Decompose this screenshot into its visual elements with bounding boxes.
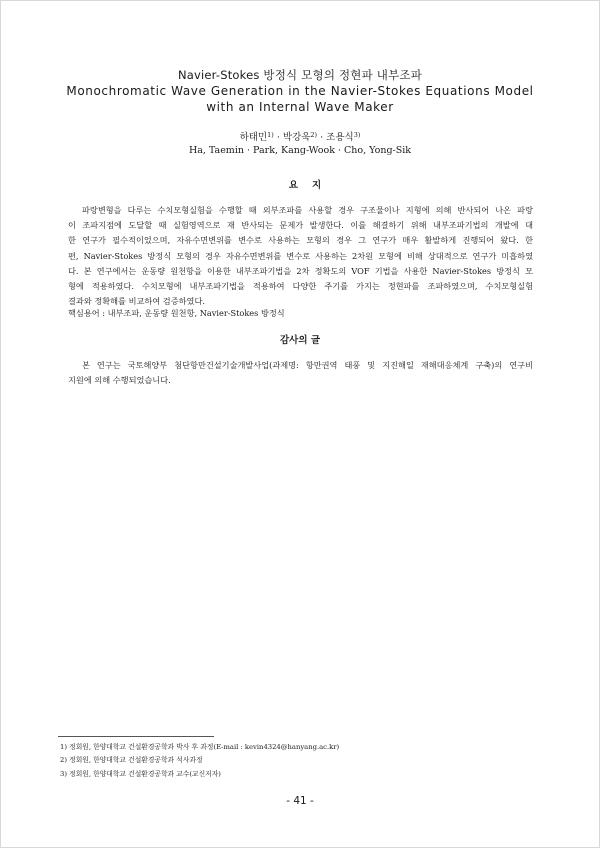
acknowledgement-body: [68, 358, 533, 388]
authors-english: Ha, Taemin · Park, Kang-Wook · Cho, Yong-Sik: [188, 145, 412, 156]
abstract-heading: 요지: [288, 180, 336, 191]
abstract-line: 편, Navier-Stokes 방정식 모형의 경우 자유수면변위를 변수로 사용하는 2차원 모형에 비해 상대적으로 연구가 미흡하였: [68, 250, 533, 261]
abstract-line: 다. 본 연구에서는 운동량 원천항을 이용한 내부조파기법을 2차 정확도의 VOF 기법을 사용한 Navier-Stokes 방정식 모: [68, 265, 533, 276]
keywords: 핵심용어 : 내부조파, 운동량 원천항, Navier-Stokes 방정식: [68, 308, 285, 318]
author-mark: 2): [310, 131, 318, 139]
footnote-divider: [58, 736, 214, 737]
author-name: 박강욱: [282, 132, 311, 143]
footnote: 1) 정회원, 한양대학교 건설환경공학과 박사 후 과정(E-mail : kevin4324@hanyang.ac.kr): [60, 743, 340, 751]
author-separator: ·: [273, 132, 283, 143]
footnote: 3) 정회원, 한양대학교 건설환경공학과 교수(교신저자): [60, 769, 221, 778]
abstract-line: 한 연구가 필수적이었으며, 자유수면변위를 변수로 사용하는 모형의 경우 그 연구가 매우 활발하게 진행되어 왔다. 한: [68, 235, 533, 246]
abstract-body: [68, 203, 533, 309]
title-english-line1: Monochromatic Wave Generation in the Navier-Stokes Equations Model: [66, 84, 534, 98]
page-number: - 41 -: [286, 795, 314, 807]
author-name: 조용식: [326, 132, 354, 143]
authors-korean: [0, 129, 600, 143]
title-english-line2: with an Internal Wave Maker: [206, 100, 394, 114]
acknowledgement-heading: 감사의 글: [279, 335, 320, 346]
author-mark: 1): [267, 131, 274, 139]
footnote: 2) 정회원, 한양대학교 건설환경공학과 석사과정: [60, 756, 203, 765]
abstract-line: 결과와 정확해를 비교하여 검증하였다.: [68, 296, 205, 307]
acknowledgement-line: 지원에 의해 수행되었습니다.: [68, 375, 171, 386]
title-korean: Navier-Stokes 방정식 모형의 정현파 내부조파: [177, 68, 423, 82]
abstract-line: 이 조파지점에 도달할 때 실험영역으로 재 반사되는 문제가 발생한다. 이를 해결하기 위해 내부조파기법의 개발에 대: [68, 220, 533, 231]
acknowledgement-line: 본 연구는 국토해양부 첨단항만건설기술개발사업(과제명: 항만권역 태풍 및 지진해일 재해대응체계 구축)의 연구비: [82, 360, 533, 370]
author-name: 하태민: [239, 132, 268, 143]
abstract-line: 형에 적용하였다. 수치모형에 내부조파기법을 적용하여 다양한 주기를 가지는 정현파를 조파하였으며, 수치모형실험: [68, 280, 533, 291]
author-mark: 3): [353, 131, 361, 139]
abstract-line: 파랑변형을 다루는 수치모형실험을 수행할 때 외부조파를 사용할 경우 구조물이나 지형에 의해 반사되어 나온 파랑: [82, 205, 533, 215]
footnotes: [60, 741, 339, 781]
author-separator: ·: [317, 132, 327, 143]
